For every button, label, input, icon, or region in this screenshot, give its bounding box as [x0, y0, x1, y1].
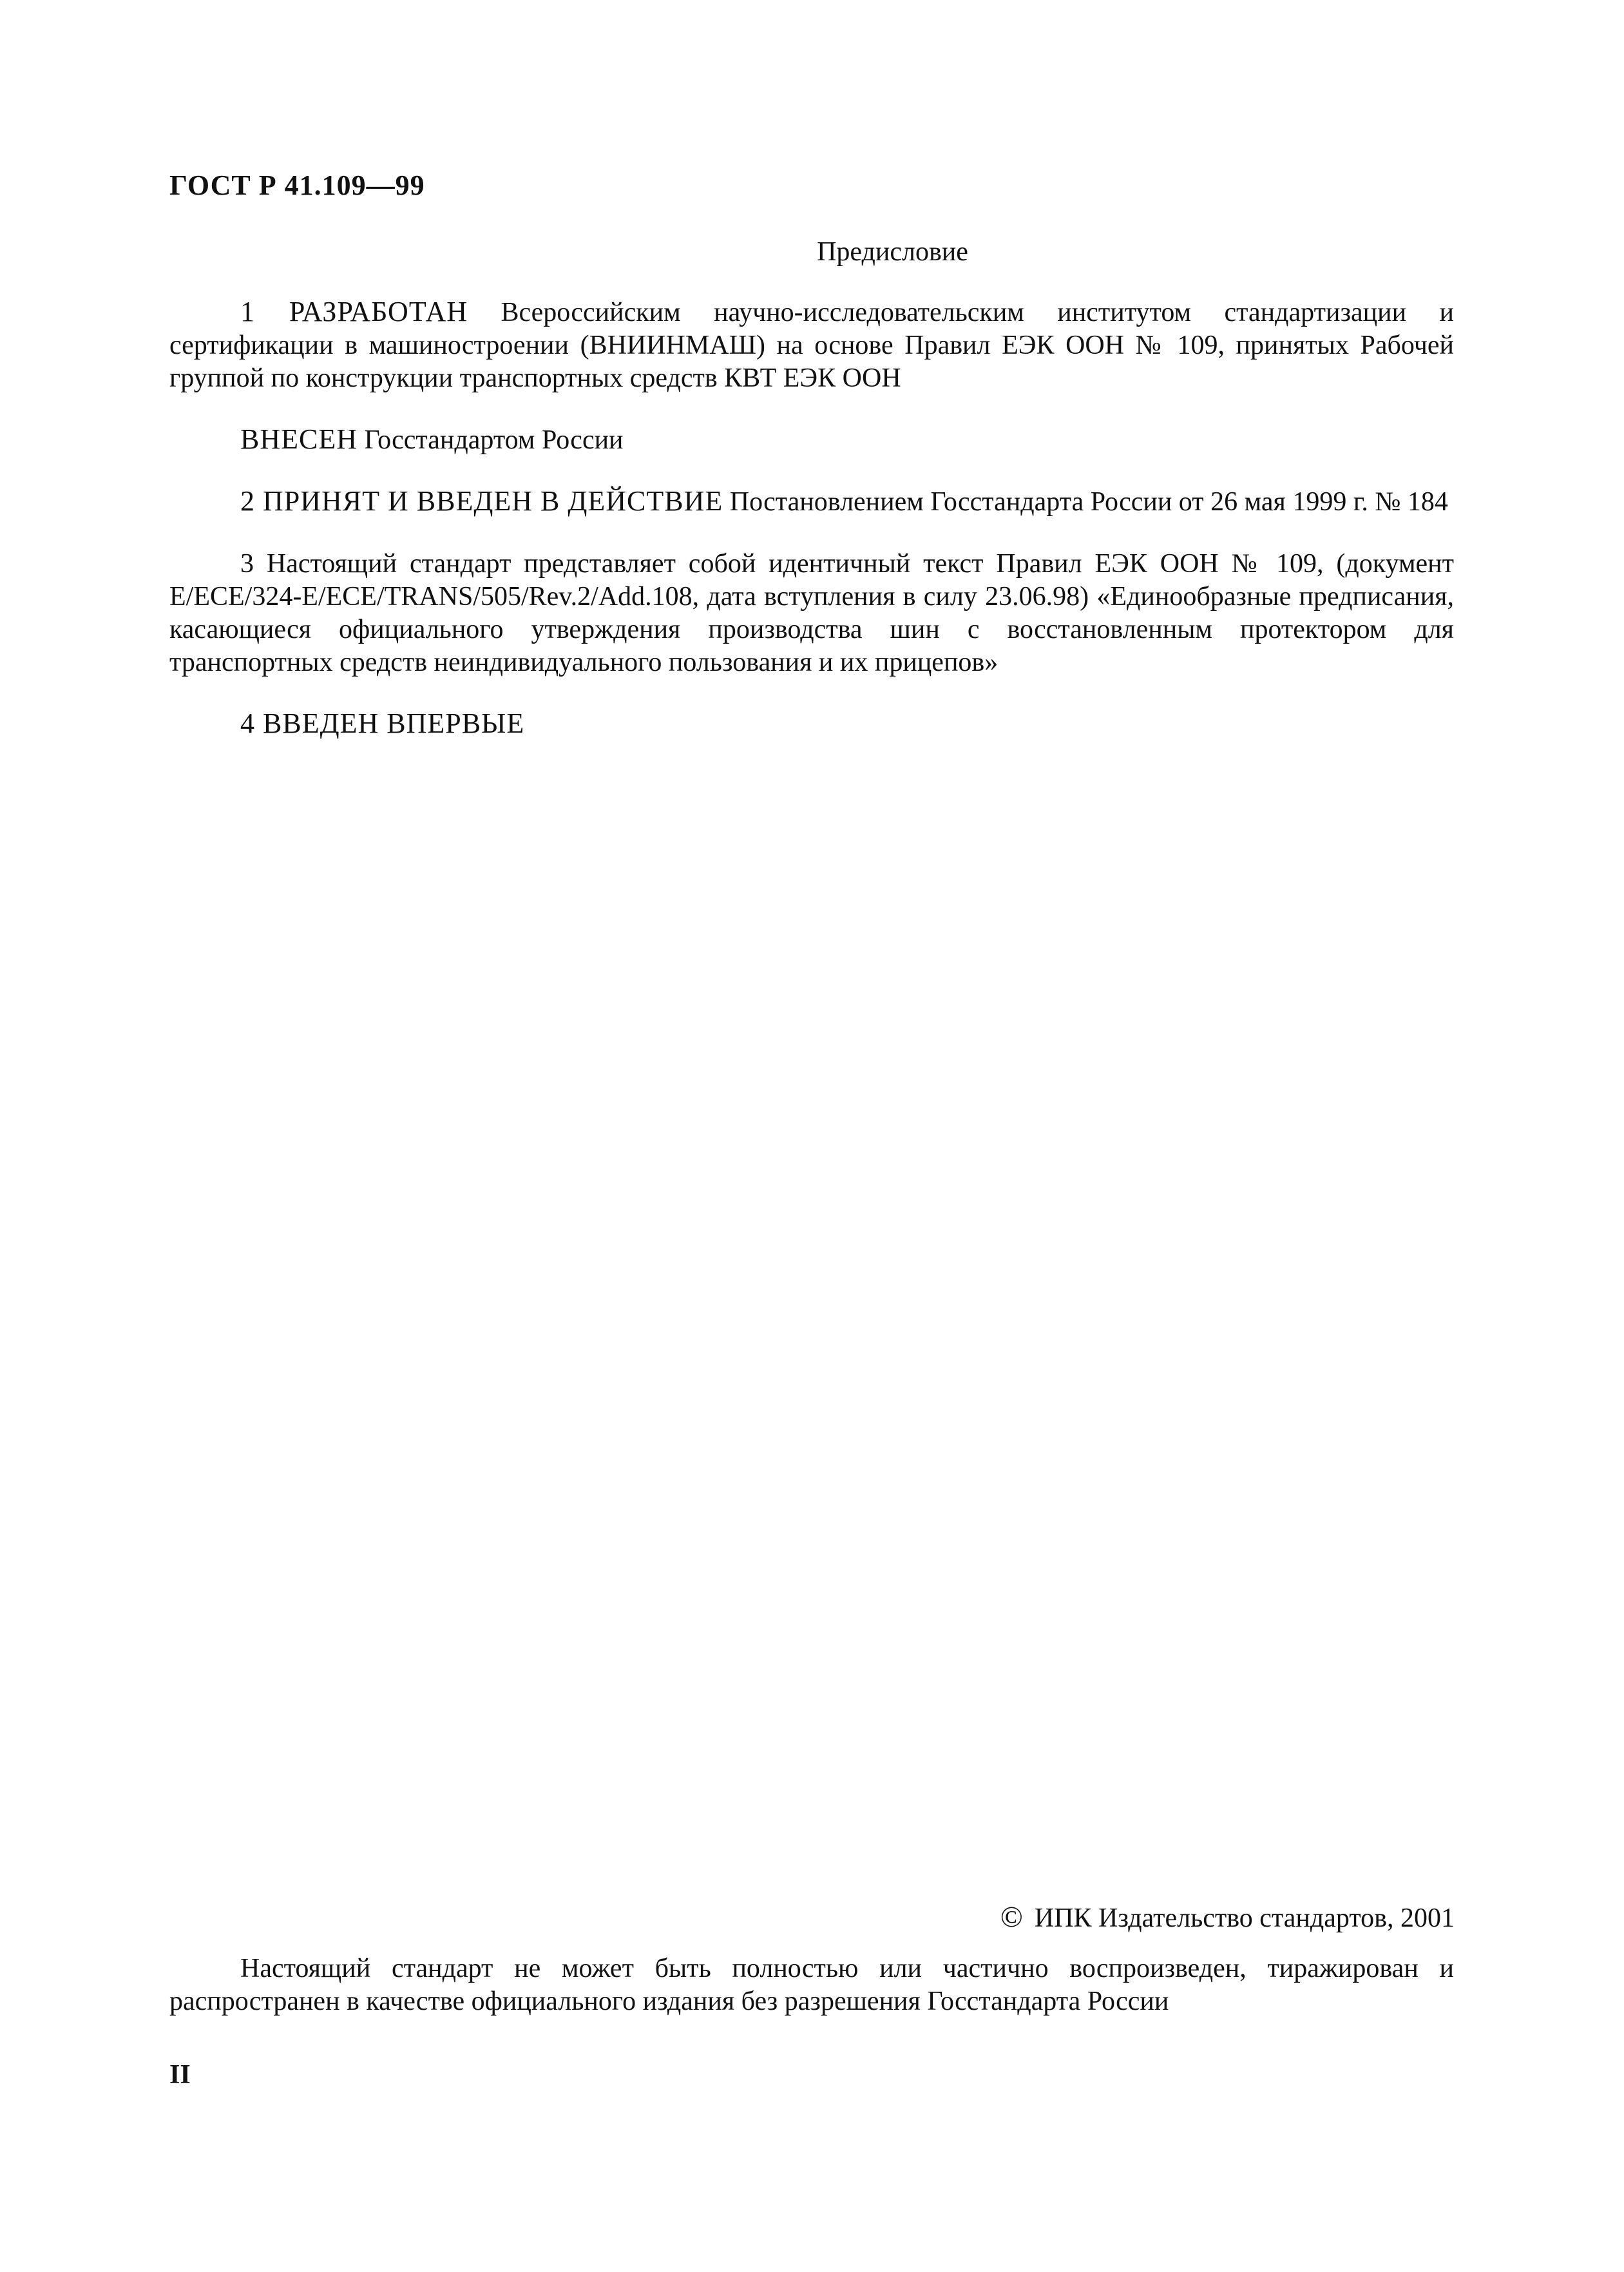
page-number: II: [169, 2060, 191, 2090]
copyright-text: ИПК Издательство стандартов, 2001: [1034, 1903, 1455, 1933]
reproduction-notice: Настоящий стандарт не может быть полностью или частично воспроизведен, тиражирован и распространен в качестве официального издания без разрешения Госстандарта России: [169, 1954, 1454, 2016]
preface-item-submitted-lead: ВНЕСЕН: [240, 423, 358, 455]
preface-item-1-text: Всероссийским научно-исследовательским институтом стандартизации и сертификации в машиностроении (ВНИИНМАШ) на основе Правил ЕЭК ООН № 109, принятых Рабочей группой по конструкции транспортных средств КВТ ЕЭК ООН: [169, 298, 1454, 393]
preface-item-1: [169, 295, 1454, 395]
preface-item-4-lead: 4 ВВЕДЕН ВПЕРВЫЕ: [240, 708, 525, 739]
preface-item-2-text: Постановлением Госстандарта России от 26 мая 1999 г. № 184: [723, 487, 1448, 517]
preface-body: [169, 295, 1454, 769]
preface-title: Предисловие: [817, 237, 968, 267]
preface-item-1-lead: 1 РАЗРАБОТАН: [240, 296, 468, 327]
standard-code: ГОСТ Р 41.109—99: [169, 169, 425, 201]
preface-item-submitted: [169, 423, 1454, 457]
preface-item-2: [169, 485, 1454, 519]
preface-item-4: [169, 707, 1454, 741]
preface-item-3: [169, 546, 1454, 679]
copyright-line: [1000, 1900, 1455, 1934]
copyright-icon: ©: [1000, 1900, 1023, 1933]
preface-item-3-text: 3 Настоящий стандарт представляет собой идентичный текст Правил ЕЭК ООН № 109, (документ E/ECE/324-E/ECE/TRANS/505/Rev.2/Add.108, дата вступления в силу 23.06.98) «Единообразные предписания, касающиеся официального утверждения производства шин с восстановленным протектором для транспортных средств неиндивидуального пользования и их прицепов»: [169, 549, 1454, 677]
preface-item-submitted-text: Госстандартом России: [358, 425, 624, 455]
preface-item-2-lead: 2 ПРИНЯТ И ВВЕДЕН В ДЕЙСТВИЕ: [240, 485, 723, 517]
